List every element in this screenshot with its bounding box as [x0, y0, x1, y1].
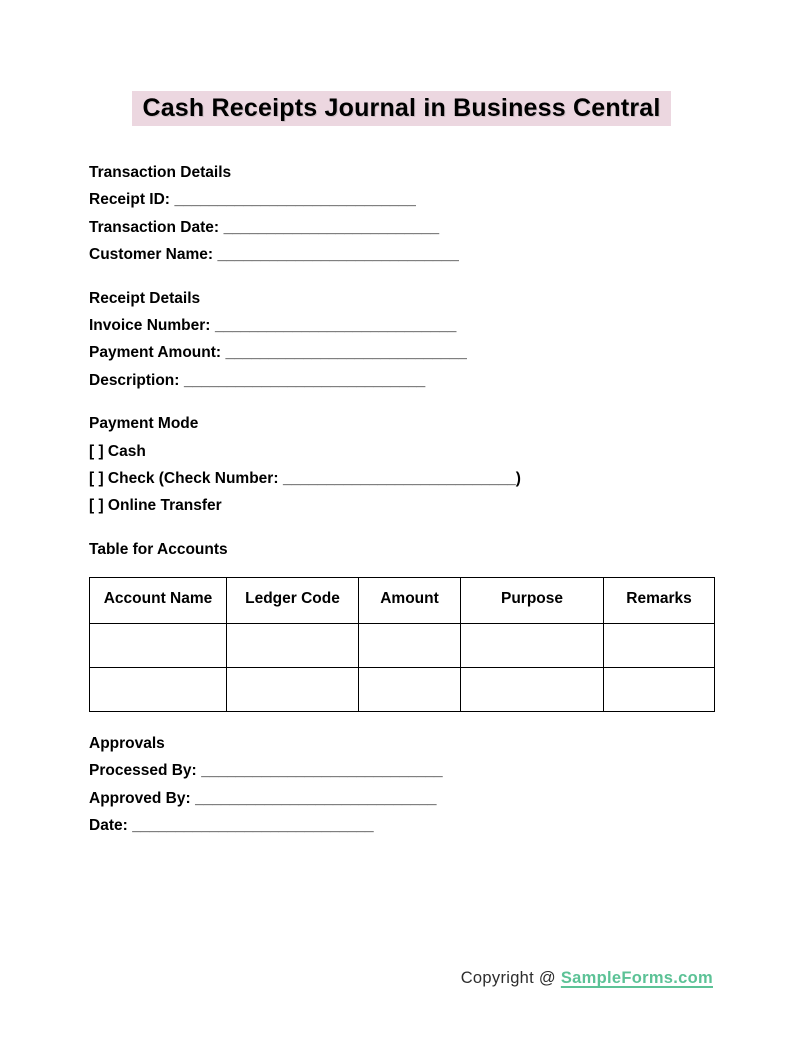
title-row	[0, 0, 803, 126]
table-cell	[461, 668, 604, 712]
field-description	[89, 367, 803, 394]
sampleforms-link[interactable]: SampleForms.com	[560, 969, 713, 987]
section-payment-mode	[89, 410, 803, 520]
field-date	[89, 812, 803, 839]
table-cell	[604, 624, 715, 668]
blank-line: ____________________________	[132, 817, 374, 835]
option-online-transfer	[89, 492, 803, 519]
option-suffix: )	[515, 469, 521, 487]
column-header-purpose: Purpose	[461, 578, 604, 624]
checkbox-option-label: [ ] Check (Check Number:	[89, 469, 279, 487]
section-heading: Receipt Details	[89, 289, 201, 307]
copyright-text: Copyright @	[460, 969, 561, 987]
accounts-table	[89, 577, 715, 712]
field-label: Invoice Number:	[89, 316, 211, 334]
blank-line: ____________________________	[217, 246, 459, 264]
page-title: Cash Receipts Journal in Business Central	[132, 91, 670, 126]
section-heading: Payment Mode	[89, 415, 199, 433]
table-row	[90, 668, 715, 712]
table-cell	[227, 668, 359, 712]
table-cell	[359, 624, 461, 668]
table-row	[90, 624, 715, 668]
field-label: Processed By:	[89, 762, 197, 780]
column-header-ledger-code: Ledger Code	[227, 578, 359, 624]
field-payment-amount	[89, 339, 803, 366]
option-cash	[89, 438, 803, 465]
field-receipt-id	[89, 186, 803, 213]
blank-line: ____________________________	[183, 371, 426, 389]
table-cell	[90, 624, 227, 668]
table-cell	[359, 668, 461, 712]
option-check	[89, 465, 803, 492]
table-header-row	[90, 578, 715, 624]
section-accounts-table	[89, 536, 803, 712]
field-label: Date:	[89, 817, 128, 835]
table-cell	[90, 668, 227, 712]
field-processed-by	[89, 757, 803, 784]
blank-line: ____________________________	[214, 316, 457, 334]
field-label: Description:	[89, 371, 180, 389]
column-header-remarks: Remarks	[604, 578, 715, 624]
column-header-amount: Amount	[359, 578, 461, 624]
field-invoice-number	[89, 312, 803, 339]
field-label: Payment Amount:	[89, 344, 222, 362]
section-receipt-details	[89, 285, 803, 395]
section-transaction-details	[89, 159, 803, 269]
table-cell	[604, 668, 715, 712]
column-header-account-name: Account Name	[90, 578, 227, 624]
section-heading: Table for Accounts	[89, 540, 228, 558]
field-label: Customer Name:	[89, 246, 214, 264]
blank-line: ____________________________	[225, 344, 467, 362]
footer-copyright	[461, 969, 713, 988]
field-customer-name	[89, 241, 803, 268]
field-transaction-date	[89, 214, 803, 241]
section-approvals	[89, 730, 803, 840]
blank-line: ____________________________	[201, 762, 443, 780]
field-approved-by	[89, 785, 803, 812]
form-content	[89, 159, 803, 840]
blank-line: _________________________	[223, 218, 440, 236]
section-heading: Transaction Details	[89, 164, 232, 181]
section-heading: Approvals	[89, 735, 165, 753]
checkbox-option-label: [ ] Online Transfer	[89, 497, 222, 515]
field-label: Approved By:	[89, 789, 191, 807]
blank-line: ____________________________	[195, 789, 437, 807]
blank-line: ___________________________	[282, 469, 516, 487]
field-label: Transaction Date:	[89, 218, 220, 236]
table-cell	[227, 624, 359, 668]
field-label: Receipt ID:	[89, 191, 170, 209]
table-cell	[461, 624, 604, 668]
checkbox-option-label: [ ] Cash	[89, 442, 146, 460]
blank-line: ____________________________	[174, 191, 416, 209]
